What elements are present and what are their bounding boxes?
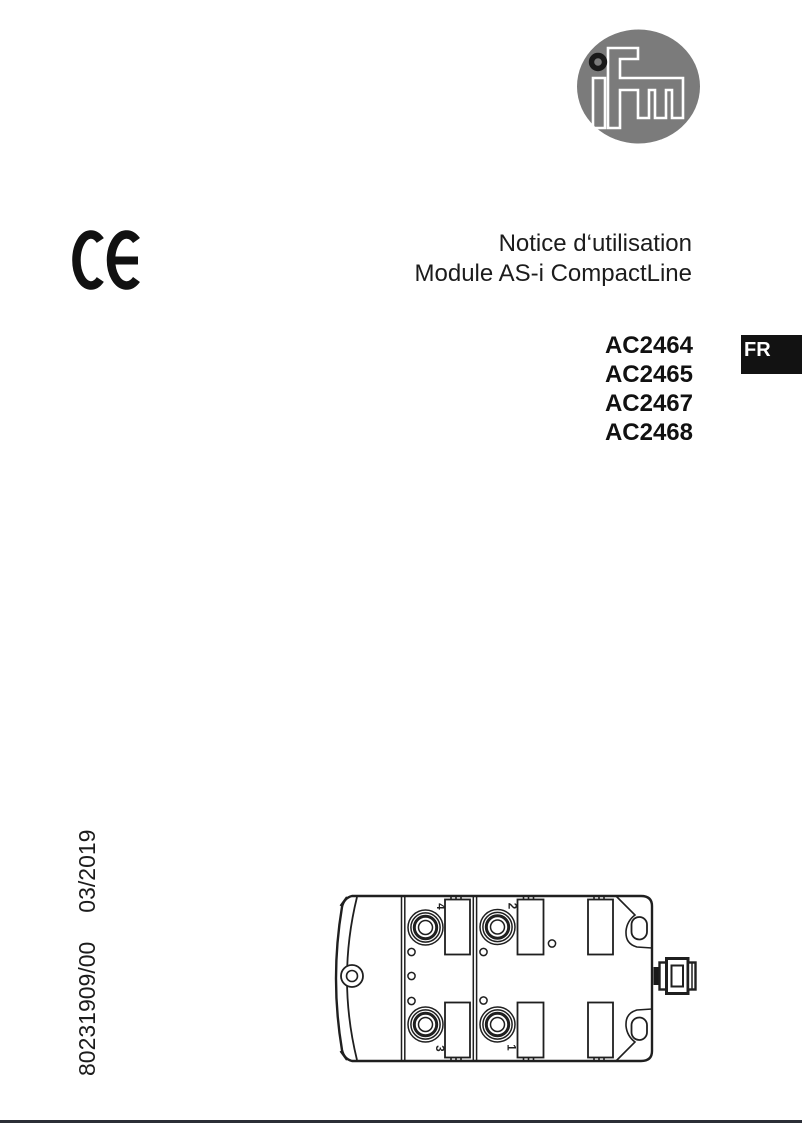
module-technical-drawing xyxy=(328,883,703,1075)
cable-gland xyxy=(654,959,696,994)
language-badge: FR xyxy=(741,335,802,374)
port-number-1: 1 xyxy=(504,1044,517,1051)
footer-rule xyxy=(0,1120,802,1123)
document-title xyxy=(415,229,692,289)
document-number xyxy=(74,830,101,1076)
ifm-logo-icon xyxy=(575,27,703,147)
module-drawing-svg xyxy=(328,883,703,1075)
product-code: AC2467 xyxy=(604,390,693,417)
ifm-logo xyxy=(575,27,703,147)
product-code: AC2464 xyxy=(604,332,693,359)
ce-mark-glyph xyxy=(68,228,156,294)
title-line-2: Module AS-i CompactLine xyxy=(414,260,692,287)
title-line-1: Notice d‘utilisation xyxy=(498,230,692,257)
product-code: AC2468 xyxy=(604,419,693,446)
product-codes xyxy=(605,331,693,447)
port-number-3: 3 xyxy=(433,1045,445,1052)
ce-mark-icon xyxy=(68,228,156,294)
doc-date: 03/2019 xyxy=(74,829,100,913)
product-code: AC2465 xyxy=(604,361,693,388)
port-number-2: 2 xyxy=(505,902,518,910)
doc-number: 80231909/00 xyxy=(74,941,100,1076)
port-number-4: 4 xyxy=(434,903,446,910)
